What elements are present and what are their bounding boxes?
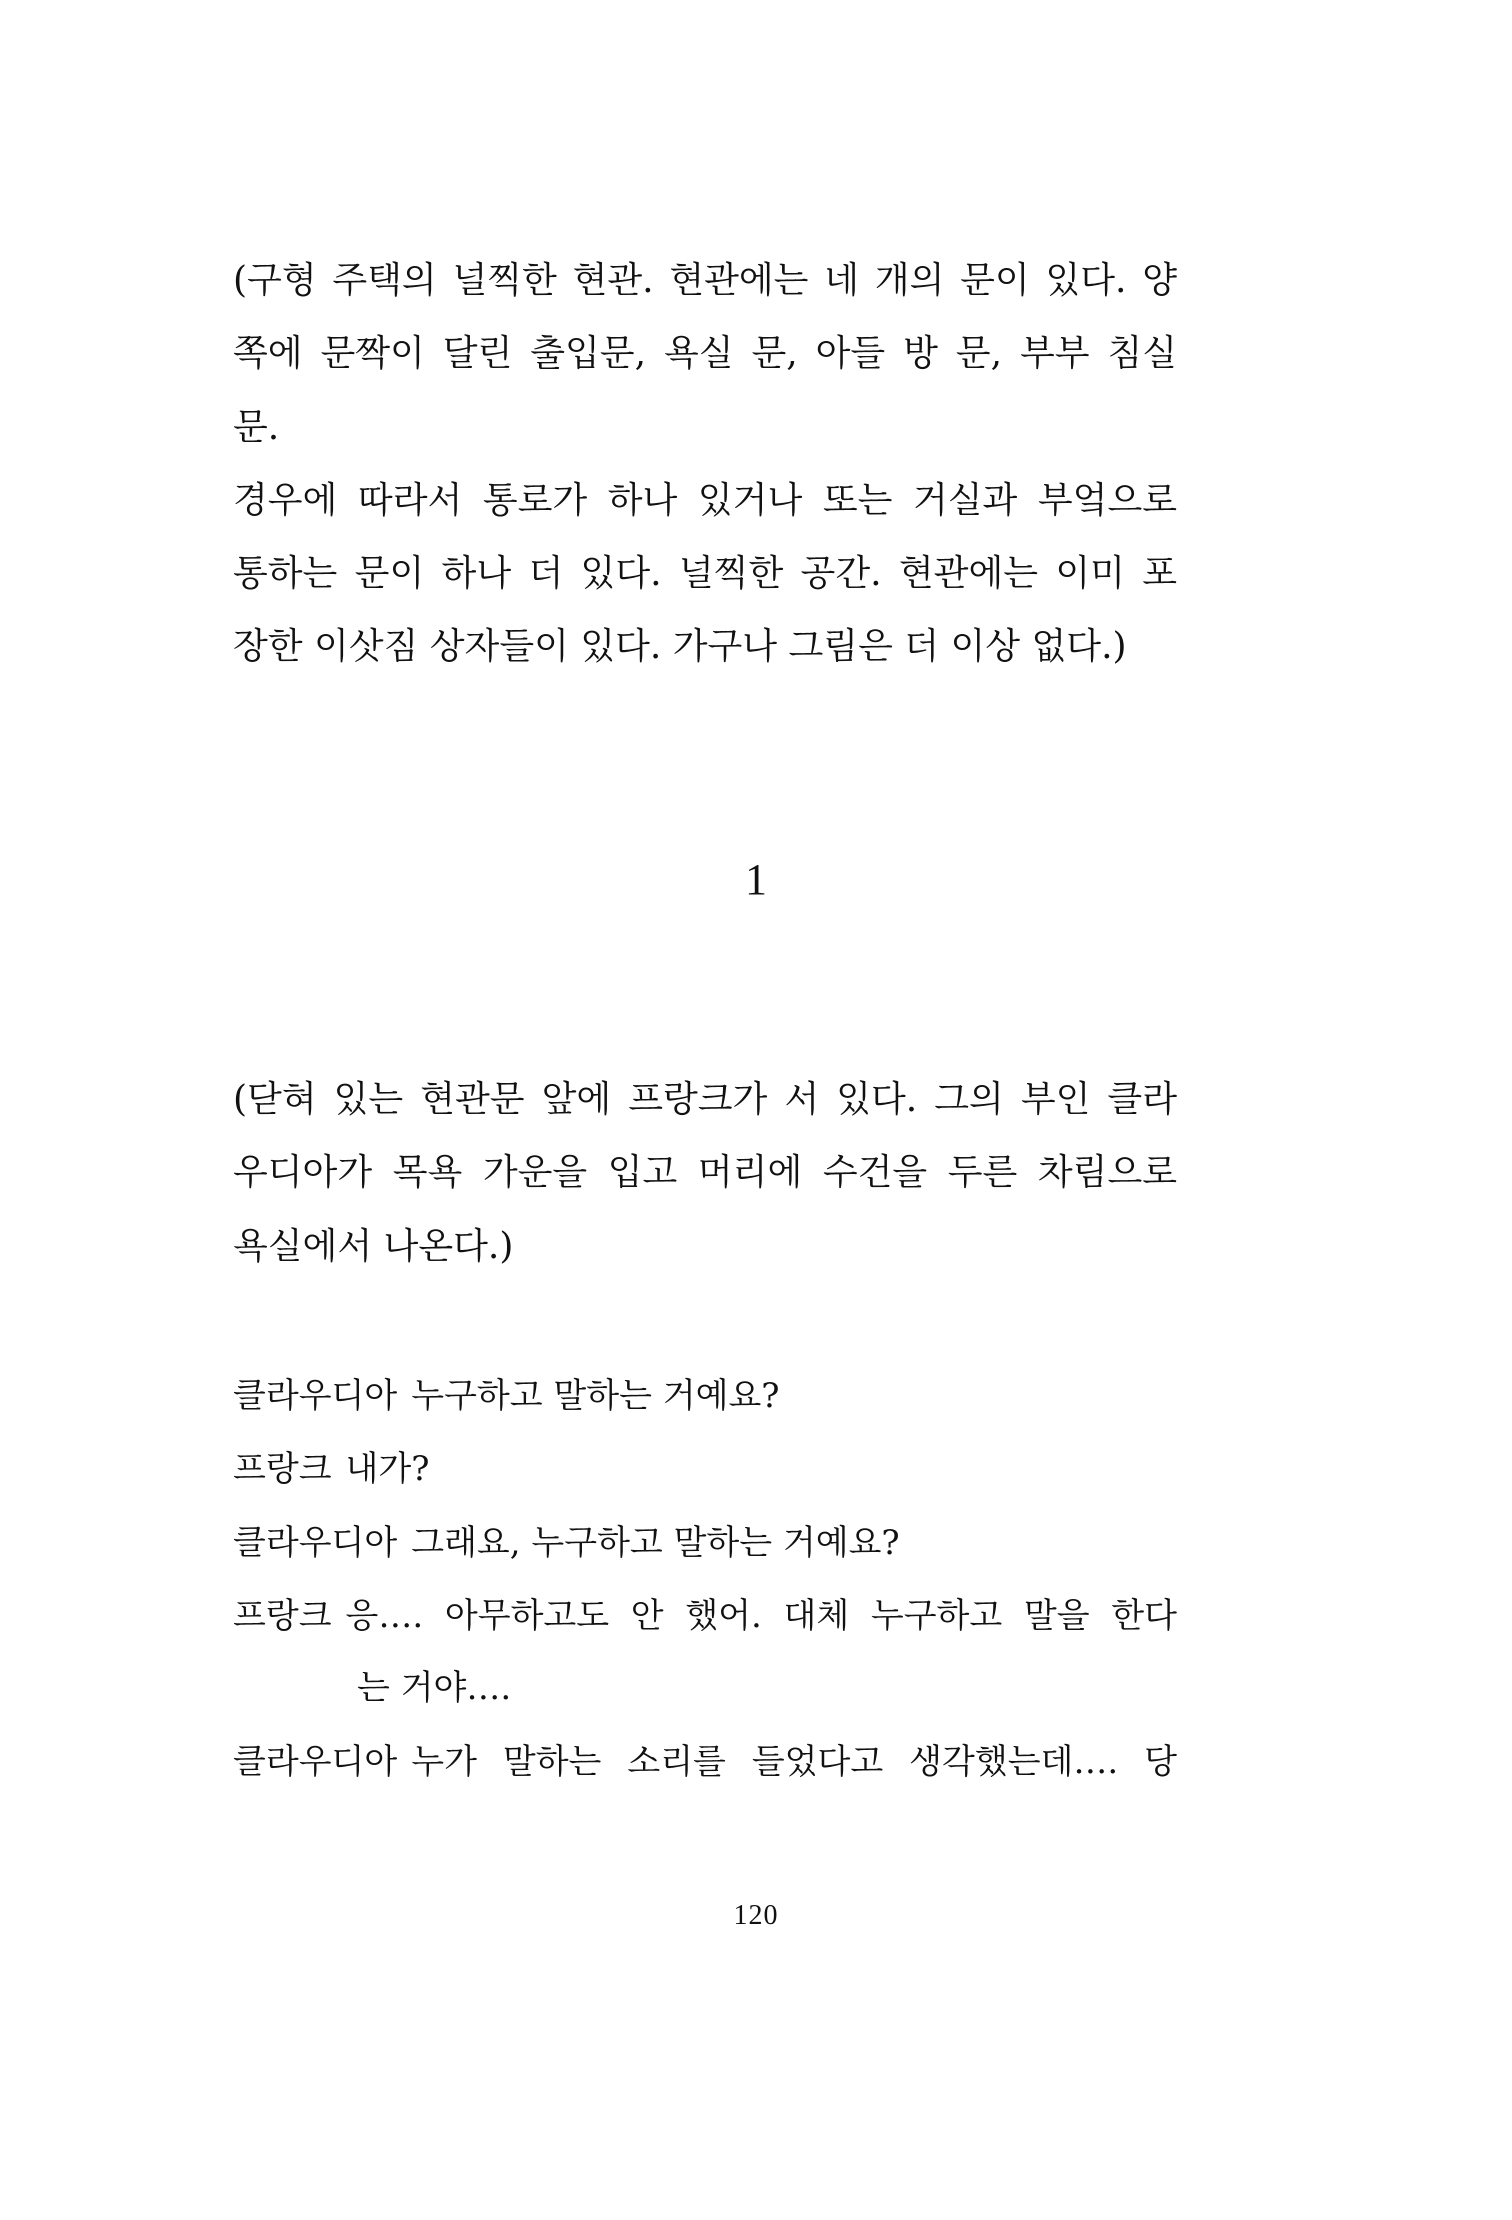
stage-direction-line: 쪽에 문짝이 달린 출입문, 욕실 문, 아들 방 문, 부부 침실 <box>233 333 1177 375</box>
stage-direction-line: 우디아가 목욕 가운을 입고 머리에 수건을 두른 차림으로 <box>233 1152 1177 1194</box>
stage-direction-line: 장한 이삿짐 상자들이 있다. 가구나 그림은 더 이상 없다.) <box>233 626 1127 668</box>
speaker-name: 프랑크 <box>233 1595 332 1636</box>
stage-direction-line: (닫혀 있는 현관문 앞에 프랑크가 서 있다. 그의 부인 클라 <box>233 1079 1177 1120</box>
scene-number: 1 <box>745 855 767 904</box>
dialogue-line <box>233 1432 1177 1505</box>
stage-direction-line: (구형 주택의 널찍한 현관. 현관에는 네 개의 문이 있다. 양 <box>233 260 1177 301</box>
dialogue-continuation-line <box>233 1652 1177 1725</box>
speech-text: 누가 말하는 소리를 들었다고 생각했는데…. 당 <box>411 1742 1177 1783</box>
stage-direction-line: 경우에 따라서 통로가 하나 있거나 또는 거실과 부엌으로 <box>233 479 1177 521</box>
speaker-name: 클라우디아 <box>233 1742 398 1783</box>
stage-direction-opening <box>233 244 1177 684</box>
speech-text: 내가? <box>345 1449 430 1490</box>
speech-text: 는 거야…. <box>357 1668 512 1709</box>
speaker-name: 클라우디아 <box>233 1376 398 1416</box>
stage-direction-line: 문. <box>233 406 280 448</box>
page-number: 120 <box>733 1900 779 1931</box>
speaker-name: 클라우디아 <box>233 1522 398 1563</box>
speech-text: 누구하고 말하는 거예요? <box>411 1376 780 1416</box>
dialogue-line <box>233 1725 1177 1798</box>
speech-text: 그래요, 누구하고 말하는 거예요? <box>411 1522 900 1563</box>
speech-text: 응…. 아무하고도 안 했어. 대체 누구하고 말을 한다 <box>345 1595 1177 1636</box>
dialogue-line <box>233 1359 1177 1432</box>
dialogue-block <box>233 1359 1177 1799</box>
stage-direction-line: 욕실에서 나온다.) <box>233 1225 514 1267</box>
dialogue-line <box>233 1579 1177 1652</box>
dialogue-line <box>233 1506 1177 1579</box>
stage-direction-line: 통하는 문이 하나 더 있다. 널찍한 공간. 현관에는 이미 포 <box>233 553 1177 595</box>
speaker-name: 프랑크 <box>233 1449 332 1490</box>
stage-direction-scene-1 <box>233 1063 1177 1283</box>
